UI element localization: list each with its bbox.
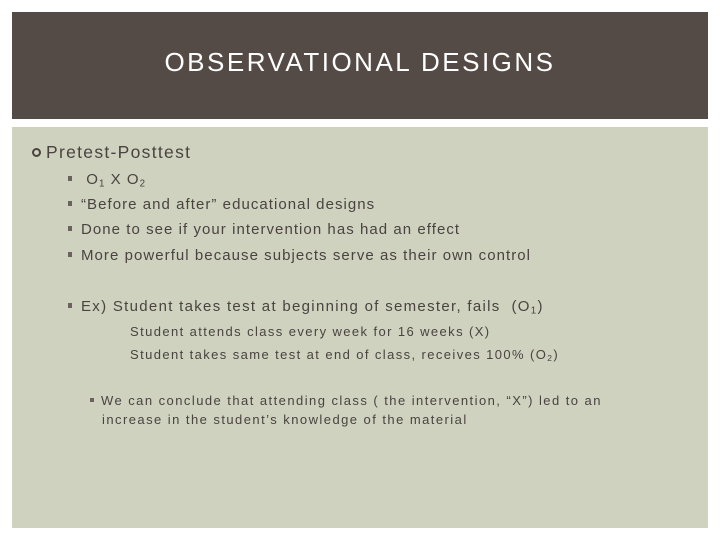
formula-o1: $O_1$ xyxy=(86,171,106,190)
slide-title: OBSERVATIONAL DESIGNS xyxy=(164,47,556,77)
example-line: Ex) Student takes test at beginning of semester, fails $(O_1)$ xyxy=(68,298,544,315)
detail-takes-test: Student takes same test at end of class, receives 100% $(O_2)$ xyxy=(130,347,560,364)
slide-title-bar xyxy=(12,12,708,119)
square-bullet-icon xyxy=(68,303,72,308)
conclusion-line-2: increase in the student’s knowledge of the material xyxy=(102,412,468,427)
square-bullet-icon xyxy=(68,201,72,206)
square-bullet-icon xyxy=(68,252,72,257)
circle-bullet-icon xyxy=(32,148,41,157)
bullet-intervention-effect: Done to see if your intervention has had an effect xyxy=(68,221,460,238)
square-bullet-icon xyxy=(68,176,72,181)
heading-pretest-posttest xyxy=(32,142,191,163)
formula-o2: $O_2$ xyxy=(126,171,147,190)
bullet-more-powerful: More powerful because subjects serve as their own control xyxy=(68,247,531,264)
bullet-before-after: “Before and after” educational designs xyxy=(68,196,375,213)
square-bullet-icon xyxy=(68,226,72,231)
formula-x: X xyxy=(110,171,122,188)
conclusion-line-1: We can conclude that attending class ( the intervention, “X”) led to an xyxy=(90,393,602,408)
square-bullet-icon xyxy=(90,398,94,402)
formula-line xyxy=(68,171,146,188)
detail-attends-class: Student attends class every week for 16 weeks (X) xyxy=(130,324,491,339)
heading-text: Pretest-Posttest xyxy=(46,142,192,162)
